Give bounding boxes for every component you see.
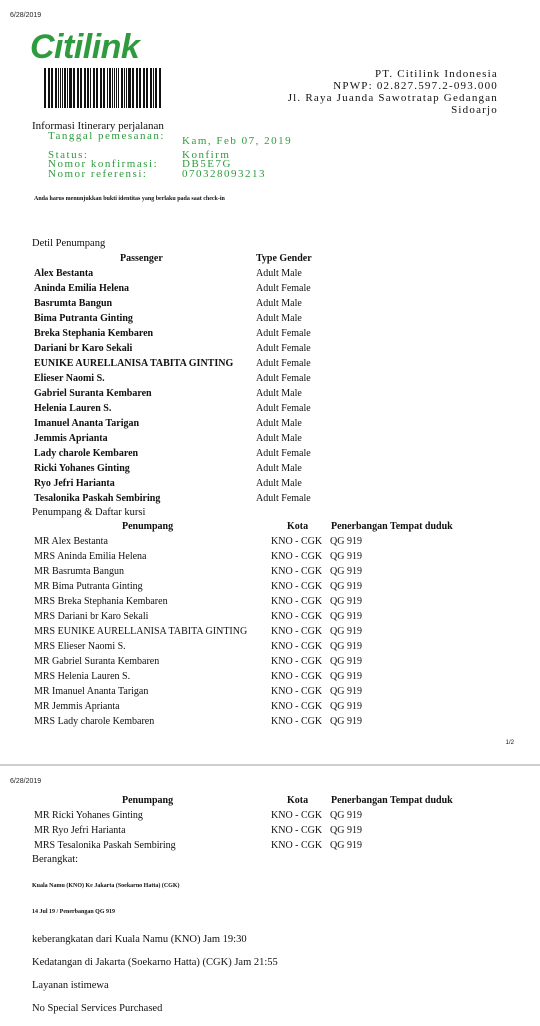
- seat-route: KNO - CGK: [271, 641, 323, 652]
- seat-route: KNO - CGK: [271, 566, 323, 577]
- seat-passenger-name: MR Ricki Yohanes Ginting: [34, 810, 143, 821]
- confirmation-label: Nomor konfirmasi:: [48, 158, 159, 170]
- seat-passenger-name: MR Basrumta Bangun: [34, 566, 124, 577]
- seat-route: KNO - CGK: [271, 671, 323, 682]
- passenger-type-gender: Adult Male: [256, 298, 302, 309]
- barcode-icon: [44, 68, 162, 108]
- type-gender-header: Type Gender: [256, 253, 312, 264]
- seat-route: KNO - CGK: [271, 581, 323, 592]
- company-info: [288, 68, 498, 116]
- seat-passenger-name: MRS Lady charole Kembaren: [34, 716, 155, 727]
- seat-route: KNO - CGK: [271, 551, 323, 562]
- seat-passenger-name: MRS Breka Stephania Kembaren: [34, 596, 168, 607]
- passenger-name: Elieser Naomi S.: [34, 373, 105, 384]
- passenger-section-title: Detil Penumpang: [32, 238, 106, 249]
- seat-flight: QG 919: [330, 536, 362, 547]
- passenger-type-gender: Adult Female: [256, 448, 311, 459]
- passenger-type-gender: Adult Female: [256, 283, 311, 294]
- confirmation-value: DB5E7G: [182, 158, 232, 170]
- passenger-name: Helenia Lauren S.: [34, 403, 112, 414]
- seat-flight: QG 919: [330, 566, 362, 577]
- seat-flight: QG 919: [330, 686, 362, 697]
- departure-title: Berangkat:: [32, 854, 79, 865]
- seat-passenger-name: MRS EUNIKE AURELLANISA TABITA GINTING: [34, 626, 248, 637]
- flight-line: 14 Jul 19 / Penerbangan QG 919: [32, 909, 116, 915]
- citilink-logo: Citilink: [30, 28, 140, 66]
- booking-date-value: Kam, Feb 07, 2019: [182, 135, 293, 147]
- passenger-name: EUNIKE AURELLANISA TABITA GINTING: [34, 358, 234, 369]
- passenger-name: Lady charole Kembaren: [34, 448, 139, 459]
- passenger-type-gender: Adult Female: [256, 373, 311, 384]
- passenger-name: Aninda Emilia Helena: [34, 283, 130, 294]
- print-date-page2: 6/28/2019: [10, 778, 42, 785]
- departure-time-line: keberangkatan dari Kuala Namu (KNO) Jam 19:30: [32, 934, 247, 945]
- penumpang-header-page2: Penumpang: [122, 795, 174, 806]
- company-name: PT. Citilink Indonesia: [374, 68, 498, 80]
- passenger-name: Alex Bestanta: [34, 268, 94, 279]
- kota-header: Kota: [287, 521, 309, 532]
- booking-date-label: Tanggal pemesanan:: [48, 130, 165, 142]
- seat-route: KNO - CGK: [271, 626, 323, 637]
- seat-flight: QG 919: [330, 641, 362, 652]
- status-label: Status:: [48, 149, 89, 161]
- seat-passenger-name: MRS Tesalonika Paskah Sembiring: [34, 840, 176, 851]
- passenger-type-gender: Adult Male: [256, 313, 302, 324]
- seat-flight: QG 919: [330, 825, 362, 836]
- special-services-value: No Special Services Purchased: [32, 1003, 163, 1014]
- seat-flight: QG 919: [330, 596, 362, 607]
- seat-flight: QG 919: [330, 716, 362, 727]
- seat-route: KNO - CGK: [271, 840, 323, 851]
- passenger-name: Dariani br Karo Sekali: [34, 343, 133, 354]
- passenger-type-gender: Adult Male: [256, 268, 302, 279]
- status-value: Konfirm: [182, 149, 231, 161]
- seat-route: KNO - CGK: [271, 716, 323, 727]
- reference-value: 070328093213: [182, 168, 266, 180]
- print-date: 6/28/2019: [10, 12, 42, 19]
- passenger-type-gender: Adult Female: [256, 328, 311, 339]
- passenger-type-gender: Adult Female: [256, 343, 311, 354]
- seat-passenger-name: MRS Aninda Emilia Helena: [34, 551, 147, 562]
- seat-flight: QG 919: [330, 671, 362, 682]
- special-services-title: Layanan istimewa: [32, 980, 109, 991]
- seat-route: KNO - CGK: [271, 701, 323, 712]
- seat-flight: QG 919: [330, 656, 362, 667]
- passenger-name: Breka Stephania Kembaren: [34, 328, 154, 339]
- page-number: 1/2: [505, 740, 514, 746]
- arrival-time-line: Kedatangan di Jakarta (Soekarno Hatta) (CGK) Jam 21:55: [32, 957, 278, 968]
- seat-flight: QG 919: [330, 626, 362, 637]
- passenger-type-gender: Adult Female: [256, 493, 311, 504]
- company-address: Jl. Raya Juanda Sawotratap Gedangan: [287, 92, 498, 104]
- itinerary-title: Informasi Itinerary perjalanan: [32, 120, 164, 132]
- seat-route: KNO - CGK: [271, 536, 323, 547]
- page-divider: [0, 764, 540, 766]
- penerbangan-header-page2: Penerbangan Tempat duduk: [331, 795, 453, 806]
- seat-flight: QG 919: [330, 840, 362, 851]
- seat-passenger-name: MRS Helenia Lauren S.: [34, 671, 131, 682]
- passenger-name: Basrumta Bangun: [34, 298, 113, 309]
- passenger-name: Ricki Yohanes Ginting: [34, 463, 130, 474]
- reference-label: Nomor referensi:: [48, 168, 148, 180]
- passenger-type-gender: Adult Male: [256, 478, 302, 489]
- seat-passenger-name: MR Ryo Jefri Harianta: [34, 825, 126, 836]
- passenger-type-gender: Adult Male: [256, 388, 302, 399]
- passenger-type-gender: Adult Female: [256, 403, 311, 414]
- seat-route: KNO - CGK: [271, 611, 323, 622]
- seat-flight: QG 919: [330, 701, 362, 712]
- passenger-name: Bima Putranta Ginting: [34, 313, 133, 324]
- seat-route: KNO - CGK: [271, 596, 323, 607]
- seat-flight: QG 919: [330, 581, 362, 592]
- seat-route: KNO - CGK: [271, 825, 323, 836]
- company-city: Sidoarjo: [451, 104, 498, 116]
- passenger-name: Imanuel Ananta Tarigan: [34, 418, 140, 429]
- seat-route: KNO - CGK: [271, 810, 323, 821]
- passenger-header: Passenger: [120, 253, 163, 264]
- company-npwp: NPWP: 02.827.597.2-093.000: [333, 80, 498, 92]
- seat-passenger-name: MRS Dariani br Karo Sekali: [34, 611, 149, 622]
- seat-passenger-name: MR Jemmis Aprianta: [34, 701, 120, 712]
- kota-header-page2: Kota: [287, 795, 309, 806]
- seat-passenger-name: MR Imanuel Ananta Tarigan: [34, 686, 149, 697]
- seat-route: KNO - CGK: [271, 686, 323, 697]
- passenger-name: Ryo Jefri Harianta: [34, 478, 115, 489]
- passenger-type-gender: Adult Male: [256, 433, 302, 444]
- passenger-type-gender: Adult Male: [256, 463, 302, 474]
- passenger-type-gender: Adult Female: [256, 358, 311, 369]
- penerbangan-header: Penerbangan Tempat duduk: [331, 521, 453, 532]
- passenger-type-gender: Adult Male: [256, 418, 302, 429]
- seat-passenger-name: MR Gabriel Suranta Kembaren: [34, 656, 160, 667]
- seat-flight: QG 919: [330, 810, 362, 821]
- route-line: Kuala Namu (KNO) Ke Jakarta (Soekarno Hatta) (CGK): [32, 883, 180, 889]
- seat-section-title: Penumpang & Daftar kursi: [32, 507, 146, 518]
- seat-passenger-name: MR Bima Putranta Ginting: [34, 581, 143, 592]
- passenger-name: Gabriel Suranta Kembaren: [34, 388, 152, 399]
- seat-flight: QG 919: [330, 551, 362, 562]
- passenger-name: Jemmis Aprianta: [34, 433, 108, 444]
- seat-flight: QG 919: [330, 611, 362, 622]
- id-notice: Anda harus menunjukkan bukti identitas yang berlaku pada saat check-in: [34, 196, 225, 202]
- passenger-name: Tesalonika Paskah Sembiring: [34, 493, 161, 504]
- seat-passenger-name: MR Alex Bestanta: [34, 536, 108, 547]
- penumpang-header: Penumpang: [122, 521, 174, 532]
- seat-passenger-name: MRS Elieser Naomi S.: [34, 641, 126, 652]
- seat-route: KNO - CGK: [271, 656, 323, 667]
